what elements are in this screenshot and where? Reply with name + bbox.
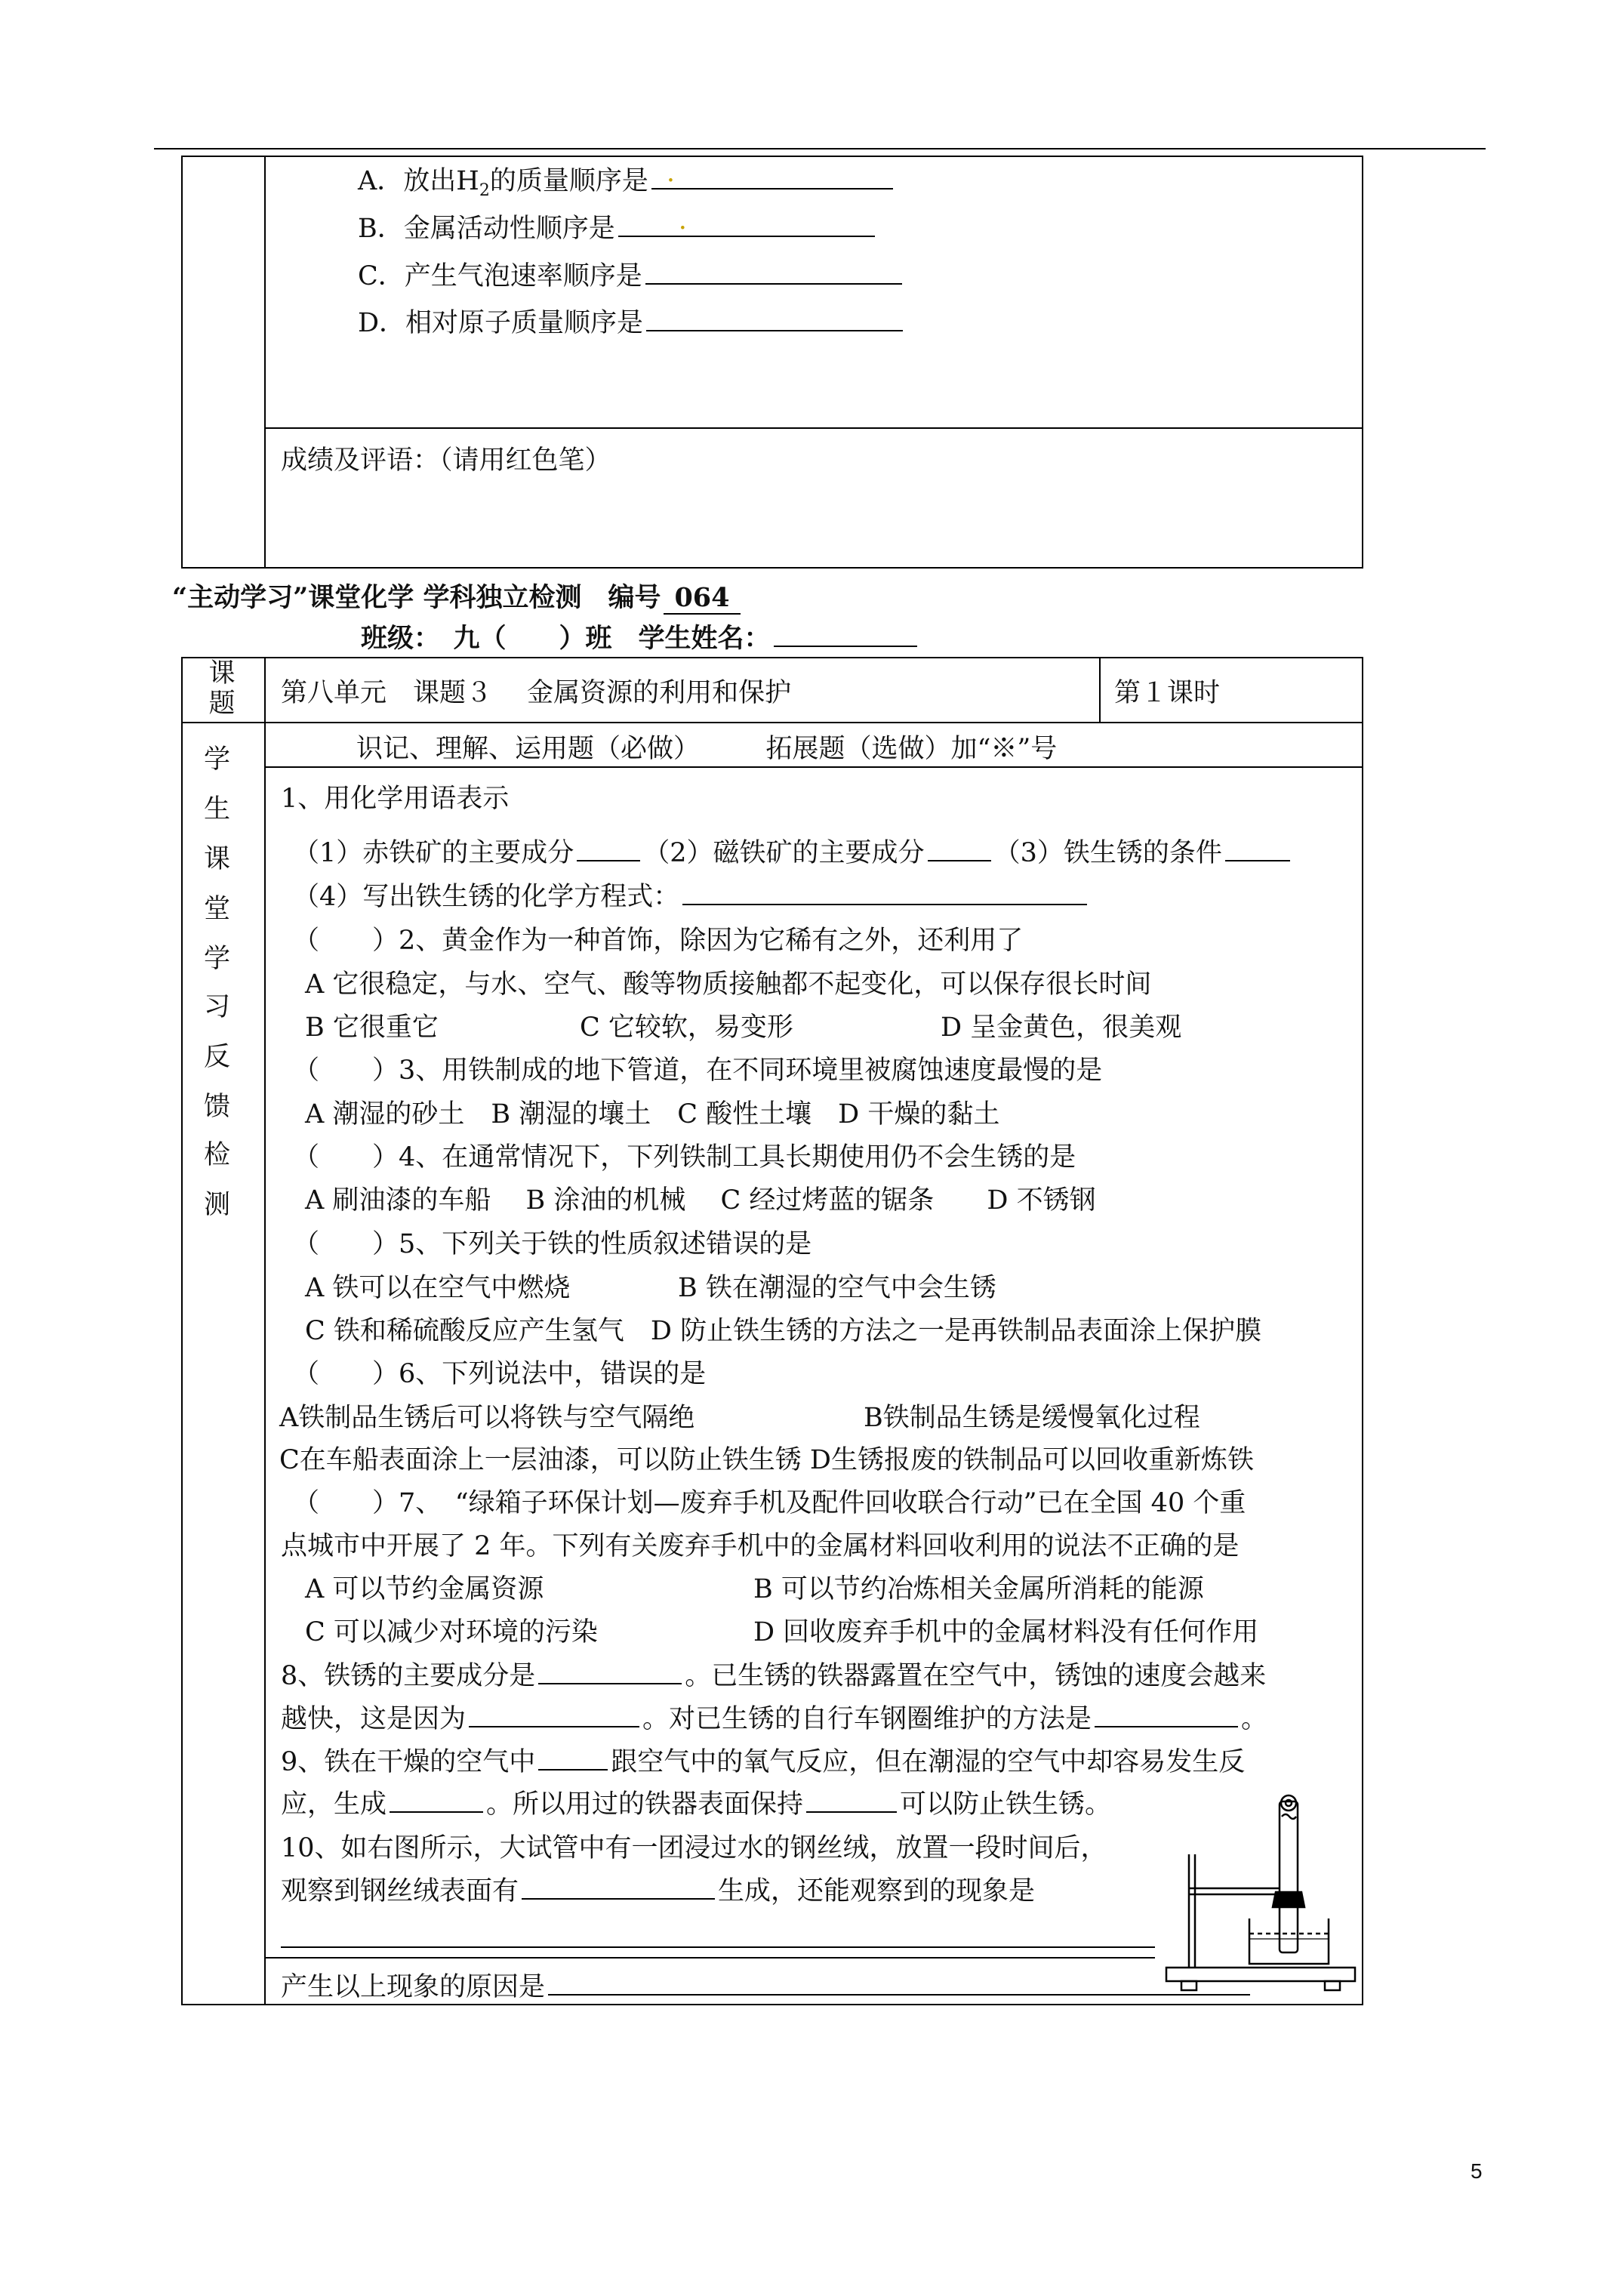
question-2: （ ）2、黄金作为一种首饰，除因为它稀有之外，还利用了 bbox=[293, 926, 1024, 956]
question-8-line-1: 8、铁锈的主要成分是 。已生锈的铁器露置在空气中，锈蚀的速度会越来 bbox=[281, 1655, 1266, 1693]
apparatus-illustration bbox=[1155, 1786, 1359, 1998]
question-8-line-2: 越快，这是因为 。对已生锈的自行车钢圈维护的方法是 。 bbox=[281, 1698, 1267, 1736]
question-line-d: D．相对原子质量顺序是 bbox=[358, 302, 906, 340]
question-1-4: （4）写出铁生锈的化学方程式： bbox=[293, 876, 1090, 914]
question-5-options-cd: C 铁和稀硫酸反应产生氢气 D 防止铁生锈的方法之一是再铁制品表面涂上保护膜 bbox=[305, 1316, 1262, 1346]
grade-comment-label: 成绩及评语：（请用红色笔） bbox=[281, 445, 611, 476]
question-3-options: A 潮湿的砂土 B 潮湿的壤土 C 酸性土壤 D 干燥的黏土 bbox=[305, 1099, 1000, 1130]
question-9-line-1: 9、铁在干燥的空气中 跟空气中的氧气反应，但在潮湿的空气中却容易发生反 bbox=[281, 1741, 1245, 1779]
question-7-line-1: （ ）7、 “绿箱子环保计划—废弃手机及配件回收联合行动”已在全国 40 个重 bbox=[293, 1488, 1246, 1518]
question-6-options-cd: C在车船表面涂上一层油漆，可以防止铁生锈 D生锈报废的铁制品可以回收重新炼铁 bbox=[279, 1445, 1254, 1475]
sheet-number: 064 bbox=[664, 582, 740, 615]
question-7-option-a: A 可以节约金属资源 bbox=[305, 1574, 544, 1604]
question-1: 1、用化学用语表示 bbox=[281, 784, 510, 814]
question-6-option-a: A铁制品生锈后可以将铁与空气隔绝 bbox=[279, 1403, 695, 1433]
question-line-b: B．金属活动性顺序是 . bbox=[358, 208, 878, 245]
question-10-line-2: 观察到钢丝绒表面有 生成，还能观察到的现象是 bbox=[281, 1870, 1035, 1908]
question-7-line-2: 点城市中开展了 2 年。下列有关废弃手机中的金属材料回收利用的说法不正确的是 bbox=[281, 1531, 1240, 1561]
topic-label: 课 题 bbox=[208, 658, 236, 719]
answer-line[interactable] bbox=[281, 1946, 1155, 1948]
question-9-line-2: 应，生成 。所以用过的铁器表面保持 可以防止铁生锈。 bbox=[281, 1783, 1111, 1821]
question-line-c: C．产生气泡速率顺序是 bbox=[358, 255, 905, 293]
question-5-option-a: A 铁可以在空气中燃烧 bbox=[305, 1273, 571, 1303]
lesson-period: 第１课时 bbox=[1114, 678, 1221, 708]
instruction-line: 识记、理解、运用题（必做） 拓展题（选做）加“※”号 bbox=[356, 734, 1058, 764]
question-10-line-1: 10、如右图所示，大试管中有一团浸过水的钢丝绒，放置一段时间后， bbox=[281, 1833, 1107, 1863]
question-2-option-d: D 呈金黄色，很美观 bbox=[941, 1012, 1182, 1043]
page-number: 5 bbox=[1471, 2159, 1483, 2183]
question-10-line-3: 产生以上现象的原因是 bbox=[281, 1966, 1253, 2004]
question-7-option-b: B 可以节约冶炼相关金属所消耗的能源 bbox=[753, 1574, 1204, 1604]
header-rule bbox=[154, 148, 1486, 149]
question-3: （ ）3、用铁制成的地下管道，在不同环境里被腐蚀速度最慢的是 bbox=[293, 1056, 1103, 1086]
question-2-option-b: B 它很重它 bbox=[305, 1012, 439, 1043]
question-7-option-c: C 可以减少对环境的污染 bbox=[305, 1617, 598, 1647]
question-2-option-a: A 它很稳定，与水、空气、酸等物质接触都不起变化，可以保存很长时间 bbox=[305, 969, 1152, 1000]
question-7-option-d: D 回收废弃手机中的金属材料没有任何作用 bbox=[753, 1617, 1259, 1647]
topic-title: 第八单元 课题３ 金属资源的利用和保护 bbox=[281, 678, 792, 708]
question-5-option-b: B 铁在潮湿的空气中会生锈 bbox=[678, 1273, 996, 1303]
question-6-option-b: B铁制品生锈是缓慢氧化过程 bbox=[864, 1403, 1200, 1433]
question-1-parts: （1）赤铁矿的主要成分 （2）磁铁矿的主要成分 （3）铁生锈的条件 bbox=[293, 832, 1293, 870]
question-line-a: A．放出$H_2$的质量顺序是 . bbox=[358, 160, 896, 200]
question-4-options: A 刷油漆的车船 B 涂油的机械 C 经过烤蓝的锯条 D 不锈钢 bbox=[305, 1185, 1096, 1216]
question-6: （ ）6、下列说法中，错误的是 bbox=[293, 1359, 707, 1389]
sheet-title: “主动学习”课堂化学 学科独立检测 编号 064 bbox=[172, 577, 741, 615]
question-2-option-c: C 它较软，易变形 bbox=[580, 1012, 793, 1043]
question-4: （ ）4、在通常情况下，下列铁制工具长期使用仍不会生锈的是 bbox=[293, 1142, 1076, 1173]
question-5: （ ）5、下列关于铁的性质叙述错误的是 bbox=[293, 1229, 812, 1259]
class-name-line: 班级： 九（ ）班 学生姓名： bbox=[361, 618, 920, 655]
